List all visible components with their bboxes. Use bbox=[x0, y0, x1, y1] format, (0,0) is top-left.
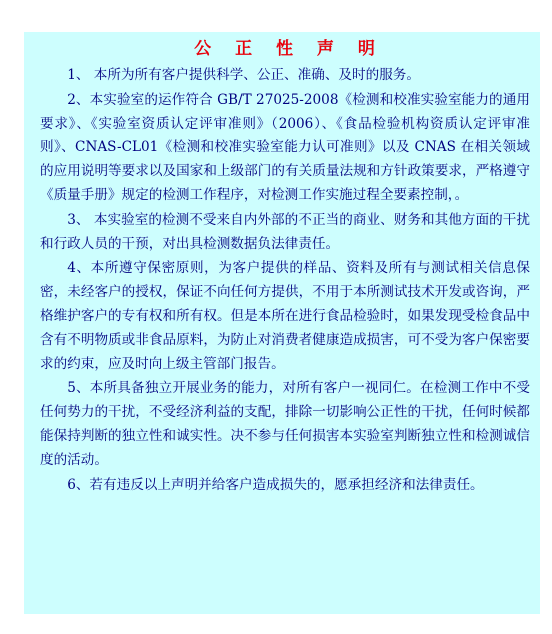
document-title: 公 正 性 声 明 bbox=[194, 39, 384, 59]
statement-panel bbox=[24, 32, 540, 614]
paragraph-2: 2、本实验室的运作符合 GB/T 27025-2008《检测和校准实验室能力的通用要求》、《实验室资质认定评审准则》（2006）、《食品检验机构资质认定评审准则》、CNAS-CL01《检测和校准实验室能力认可准则》以及 CNAS 在相关领域的应用说明等要求以及国家和上级部门的有关质量法规和方针政策要求，严格遵守《质量手册》规定的检测工作程序，对检测工作实施过程全要素控制，。 bbox=[40, 91, 530, 203]
paragraph-4: 4、本所遵守保密原则，为客户提供的样品、资料及所有与测试相关信息保密，未经客户的授权，保证不向任何方提供，不用于本所测试技术开发或咨询，严格维护客户的专有权和所有权。但是本所在进行食品检验时，如果发现受检食品中含有不明物质或非食品原料，为防止对消费者健康造成损害，可不受为客户保密要求的约束，应及时向上级主管部门报告。 bbox=[40, 260, 530, 372]
paragraph-1: 1、 本所为所有客户提供科学、公正、准确、及时的服务。 bbox=[67, 67, 420, 83]
paragraph-3: 3、 本实验室的检测不受来自内外部的不正当的商业、财务和其他方面的干扰和行政人员的干预，对出具检测数据负法律责任。 bbox=[40, 211, 530, 252]
paragraph-6: 6、若有违反以上声明并给客户造成损失的，愿承担经济和法律责任。 bbox=[67, 476, 484, 493]
paragraph-5: 5、本所具备独立开展业务的能力，对所有客户一视同仁。在检测工作中不受任何势力的干扰，不受经济利益的支配，排除一切影响公正性的干扰，任何时候都能保持判断的独立性和诚实性。决不参与任何损害本实验室判断独立性和检测诚信度的活动。 bbox=[40, 380, 530, 468]
